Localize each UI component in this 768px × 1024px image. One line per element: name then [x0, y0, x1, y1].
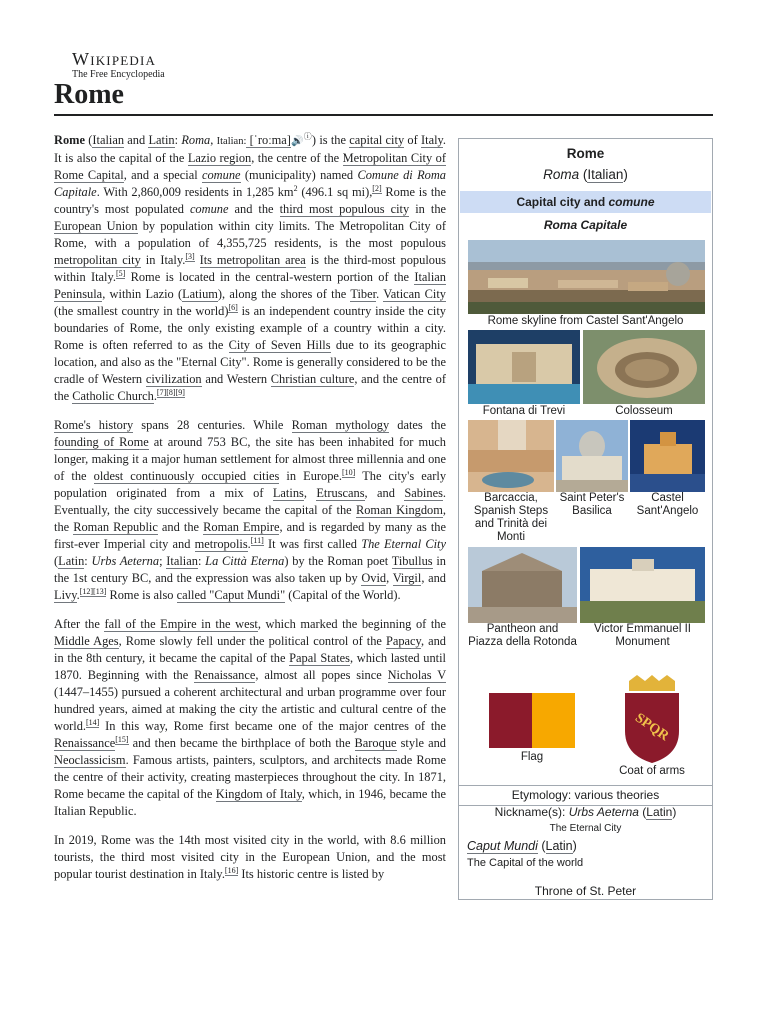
text: in the — [409, 202, 447, 216]
text: In 2019, Rome was the 14th most visited city in the world, with 8.6 million tourists, the third most visited city in the European Union, and the most popular tourist destination in Italy. — [54, 833, 446, 881]
caption-trevi: Fontana di Trevi — [482, 405, 566, 417]
text: ; — [159, 554, 167, 568]
citation-link[interactable]: [5] — [115, 268, 126, 278]
trevi-photo[interactable] — [468, 330, 580, 404]
link[interactable]: Catholic Church — [72, 389, 154, 403]
text: (1447–1455) pursued a coherent architectural and urban programme over four hundred years, aimed at making the city the artistic and cultural centre of the world. — [54, 685, 446, 733]
link[interactable]: Renaissance — [54, 736, 116, 750]
link[interactable]: Tibullus — [391, 554, 433, 568]
link[interactable]: metropolitan city — [54, 253, 141, 267]
caption-vittoriano: Victor Emmanuel II Monument — [594, 623, 691, 648]
paragraph-3 — [54, 616, 446, 820]
paragraph-2 — [54, 417, 446, 604]
link[interactable]: Renaissance — [194, 668, 256, 682]
info-icon[interactable]: ⓘ — [303, 131, 312, 141]
language-link[interactable]: Latin — [646, 805, 673, 819]
text: style and — [396, 736, 446, 750]
link[interactable]: Italy — [421, 133, 443, 147]
text: . — [376, 287, 384, 301]
vittoriano-photo[interactable] — [580, 547, 705, 623]
vittoriano-image — [580, 547, 705, 623]
flag-left-band — [489, 693, 532, 748]
st-peters-photo[interactable] — [556, 420, 628, 492]
text: and then became the birthplace of both the — [128, 736, 355, 750]
caption-flag: Flag — [520, 751, 544, 763]
divider — [459, 785, 712, 786]
infobox-type-header — [460, 191, 711, 213]
link[interactable]: Papacy — [385, 634, 421, 648]
castel-image — [630, 420, 705, 492]
paragraph-4 — [54, 832, 446, 883]
text: ( — [54, 554, 59, 568]
link[interactable]: Latium — [182, 287, 218, 301]
link[interactable]: Latins — [272, 486, 304, 500]
coat-of-arms-image[interactable] — [619, 675, 685, 765]
text: and the — [228, 202, 280, 216]
text: , and — [421, 571, 446, 585]
infobox-title: Rome — [566, 146, 605, 161]
language-link[interactable]: Italian — [587, 167, 624, 182]
flag-right-band — [532, 693, 575, 748]
link[interactable]: Italian: — [216, 136, 247, 147]
text: in Italy. — [140, 253, 186, 267]
text: ) by the Roman poet — [284, 554, 392, 568]
text: and — [124, 133, 149, 147]
language-link[interactable]: Latin — [545, 839, 573, 853]
subject-name: Rome — [54, 133, 85, 147]
citation-link[interactable]: [12][13] — [79, 586, 107, 596]
caput-mundi-link[interactable]: Caput Mundi — [467, 839, 538, 853]
text — [195, 253, 200, 267]
text: , — [303, 486, 317, 500]
link[interactable]: Livy — [54, 588, 77, 602]
trevi-image — [468, 330, 580, 404]
caption-coat-of-arms: Coat of arms — [619, 765, 685, 777]
link[interactable]: Lazio region — [187, 151, 252, 165]
link[interactable]: Christian culture — [270, 372, 355, 386]
text: spans 28 centuries. While — [133, 418, 292, 432]
citation-link[interactable]: [16] — [224, 865, 239, 875]
citation-link[interactable]: [3] — [185, 251, 195, 261]
text: Urbs Aeterna — [91, 554, 160, 568]
castel-photo[interactable] — [630, 420, 705, 492]
coat-of-arms-letters: SPQR — [632, 710, 672, 745]
text: It was first called — [263, 537, 362, 551]
ipa-link[interactable]: [ˈroːma] — [246, 133, 291, 147]
text: : — [174, 133, 182, 147]
nickname-translation: The Eternal City — [549, 823, 622, 834]
text: Roma — [181, 133, 211, 147]
link[interactable]: City of Seven Hills — [228, 338, 331, 352]
nickname-label: Nickname(s): — [494, 805, 569, 819]
text: The Eternal City — [361, 537, 446, 551]
text: dates the — [389, 418, 446, 432]
etymology-row: Etymology: various theories — [511, 788, 660, 802]
nickname-value: Urbs Aeterna — [568, 805, 639, 819]
link[interactable]: capital city — [349, 133, 405, 147]
text: of — [404, 133, 421, 147]
caption-st-peters: Saint Peter's Basilica — [559, 492, 625, 517]
text: . Eventually, the city successively became the capital of the — [54, 486, 446, 517]
link[interactable]: Nicholas V — [387, 668, 446, 682]
text: Rome is also — [106, 588, 177, 602]
text: The city's early population originated from a mix of — [54, 469, 447, 500]
link[interactable]: comune — [201, 168, 241, 182]
text: , the centre of the — [251, 151, 343, 165]
link[interactable]: Rome's history — [54, 418, 134, 432]
logo-tagline: The Free Encyclopedia — [72, 69, 165, 80]
barcaccia-photo[interactable] — [468, 420, 554, 492]
link[interactable]: Roman mythology — [291, 418, 390, 432]
article-body — [54, 132, 446, 895]
caption-barcaccia: Barcaccia, Spanish Steps and Trinità dei Monti — [473, 492, 549, 543]
link[interactable]: Middle Ages — [54, 634, 119, 648]
link[interactable]: Etruscans — [316, 486, 365, 500]
coat-of-arms-icon — [619, 675, 685, 765]
text: , which lasted until 1870. Beginning with the — [54, 651, 446, 682]
st-peters-image — [556, 420, 628, 492]
text: , and in the 8th century, it became the capital of the — [54, 634, 446, 665]
native-name: Roma — [543, 167, 580, 182]
throne-row: Throne of St. Peter — [534, 884, 637, 898]
skyline-photo[interactable] — [468, 240, 705, 314]
link[interactable]: Italian — [166, 554, 198, 568]
link[interactable]: third most populous city — [279, 202, 410, 216]
text: is the third-most populous within Italy. — [54, 253, 446, 284]
logo-wordmark: Wikipedia — [72, 49, 157, 69]
text: (496.1 sq mi), — [297, 185, 373, 199]
infobox-native-name: Roma (Italian) — [543, 167, 628, 182]
text: , and the centre of the — [54, 372, 446, 403]
link[interactable]: Its metropolitan area — [199, 253, 306, 267]
pantheon-image — [468, 547, 577, 623]
citation-link[interactable]: [14] — [86, 717, 100, 727]
link[interactable]: Ovid — [361, 571, 387, 585]
link[interactable]: Latin — [58, 554, 85, 568]
text: , which, in 1946, became the Italian Republic. — [54, 787, 446, 818]
text: . It is also the capital of the — [54, 133, 447, 165]
type-em: comune — [608, 195, 655, 209]
text: ( — [84, 133, 93, 147]
text: and Western — [201, 372, 271, 386]
flag-image[interactable] — [489, 693, 575, 748]
link[interactable]: Italian Peninsula — [54, 270, 446, 301]
link[interactable]: Neoclassicism — [54, 753, 126, 767]
nickname-row: Nickname(s): Urbs Aeterna (Latin) — [494, 805, 677, 819]
colosseum-photo[interactable] — [583, 330, 705, 404]
text: Rome is the country's most populated — [54, 185, 447, 216]
citation-link[interactable]: [2] — [372, 183, 382, 193]
text: , which marked the beginning of the — [257, 617, 446, 631]
caput-mundi-translation: The Capital of the world — [467, 857, 584, 869]
link[interactable]: Virgil — [392, 571, 422, 585]
caption-colosseum: Colosseum — [615, 405, 673, 417]
text: is an independent country inside the city boundaries of Rome, the only existing example of a country within a city. Rome is often referred to as the — [54, 304, 446, 352]
colosseum-image — [583, 330, 705, 404]
text: , the — [54, 503, 447, 534]
text: due to its geographic location, and also as the "Eternal City". Rome is generally considered to be the cradle of Western — [54, 338, 446, 386]
link[interactable]: fall of the Empire in the west — [104, 617, 258, 631]
link[interactable]: European Union — [54, 219, 138, 233]
text: . — [153, 389, 157, 403]
caption-pantheon: Pantheon and Piazza della Rotonda — [468, 623, 577, 648]
link[interactable]: founding of Rome — [54, 435, 149, 449]
citation-link[interactable]: [10] — [342, 467, 356, 477]
link[interactable]: oldest continuously occupied cities — [93, 469, 280, 483]
link[interactable]: Latin — [148, 133, 175, 147]
text: . — [247, 537, 251, 551]
superscript: 2 — [293, 183, 298, 193]
text: , within Lazio ( — [102, 287, 183, 301]
link[interactable]: Baroque — [354, 736, 397, 750]
infobox-official-name: Roma Capitale — [543, 218, 628, 232]
text: , almost all popes since — [255, 668, 388, 682]
text: : — [197, 554, 206, 568]
type-text: Capital city and — [516, 195, 609, 209]
text: After the — [54, 617, 105, 631]
caption-castel: Castel Sant'Angelo — [636, 492, 699, 517]
skyline-image — [468, 240, 705, 314]
text: and the — [157, 520, 204, 534]
wikipedia-logo[interactable] — [72, 50, 182, 81]
text: La Città Eterna — [205, 554, 285, 568]
text: by population within city limits. The Metropolitan City of Rome, with a population of 4,355,725 residents, is the most populous — [54, 219, 446, 250]
text: , Rome slowly fell under the political control of the — [118, 634, 386, 648]
barcaccia-image — [468, 420, 554, 492]
citation-link[interactable]: [6] — [228, 302, 238, 312]
citation-link[interactable]: [7][8][9] — [156, 387, 185, 397]
link[interactable]: Metropolitan City of Rome Capital — [54, 151, 446, 182]
text: , and is regarded by many as the first-ever Imperial city and — [54, 520, 446, 551]
link[interactable]: Tiber — [350, 287, 377, 301]
link[interactable]: Roman Republic — [73, 520, 158, 534]
text: : — [84, 554, 92, 568]
link[interactable]: Sabines — [404, 486, 443, 500]
text: , and a special — [123, 168, 202, 182]
page-title: Rome — [54, 79, 713, 116]
link[interactable]: civilization — [145, 372, 202, 386]
text: (the smallest country in the world) — [54, 304, 229, 318]
text: Rome is located in the central-western portion of the — [125, 270, 415, 284]
text: at around 753 BC, the site has been inhabited for much longer, making it a major human settlement for almost three millennia and one of the — [54, 435, 446, 483]
link[interactable]: Papal States — [289, 651, 350, 665]
text: . With 2,860,009 residents in 1,285 km — [96, 185, 294, 199]
link[interactable]: Roman Kingdom — [355, 503, 443, 517]
text: in the 1st century BC, and the expression was also taken up by — [54, 554, 446, 585]
text: . — [76, 588, 80, 602]
infobox — [458, 138, 713, 900]
text: ) is the — [311, 133, 350, 147]
text: (Capital of the World). — [285, 588, 401, 602]
text: Its historic centre is listed by — [238, 867, 385, 881]
link[interactable]: called "Caput Mundi" — [176, 588, 286, 602]
text: . Famous artists, painters, sculptors, and architects made Rome the centre of their activity, creating masterpieces throughout the city. In 1871, Rome became the capital of the — [54, 753, 446, 801]
link[interactable]: metropolis — [194, 537, 248, 551]
text: In this way, Rome first became one of the major centres of the — [99, 719, 446, 733]
text: ), along the shores of the — [217, 287, 351, 301]
caput-mundi-row: Caput Mundi (Latin) — [467, 839, 577, 853]
citation-link[interactable]: [11] — [250, 535, 264, 545]
link[interactable]: Italian — [92, 133, 125, 147]
pantheon-photo[interactable] — [468, 547, 577, 623]
text: , and — [364, 486, 405, 500]
text: Comune di Roma Capitale — [54, 168, 446, 199]
link[interactable]: Vatican City — [383, 287, 446, 301]
paragraph-1 — [54, 132, 446, 405]
caption-skyline: Rome skyline from Castel Sant'Angelo — [487, 315, 684, 327]
link[interactable]: Kingdom of Italy — [215, 787, 302, 801]
text: in Europe. — [279, 469, 343, 483]
text: , — [386, 571, 393, 585]
text: comune — [189, 202, 229, 216]
link[interactable]: Roman Empire — [203, 520, 280, 534]
citation-link[interactable]: [15] — [115, 734, 129, 744]
speaker-icon[interactable]: 🔊 — [290, 136, 304, 147]
text: (municipality) named — [240, 168, 358, 182]
text: , — [210, 133, 217, 147]
